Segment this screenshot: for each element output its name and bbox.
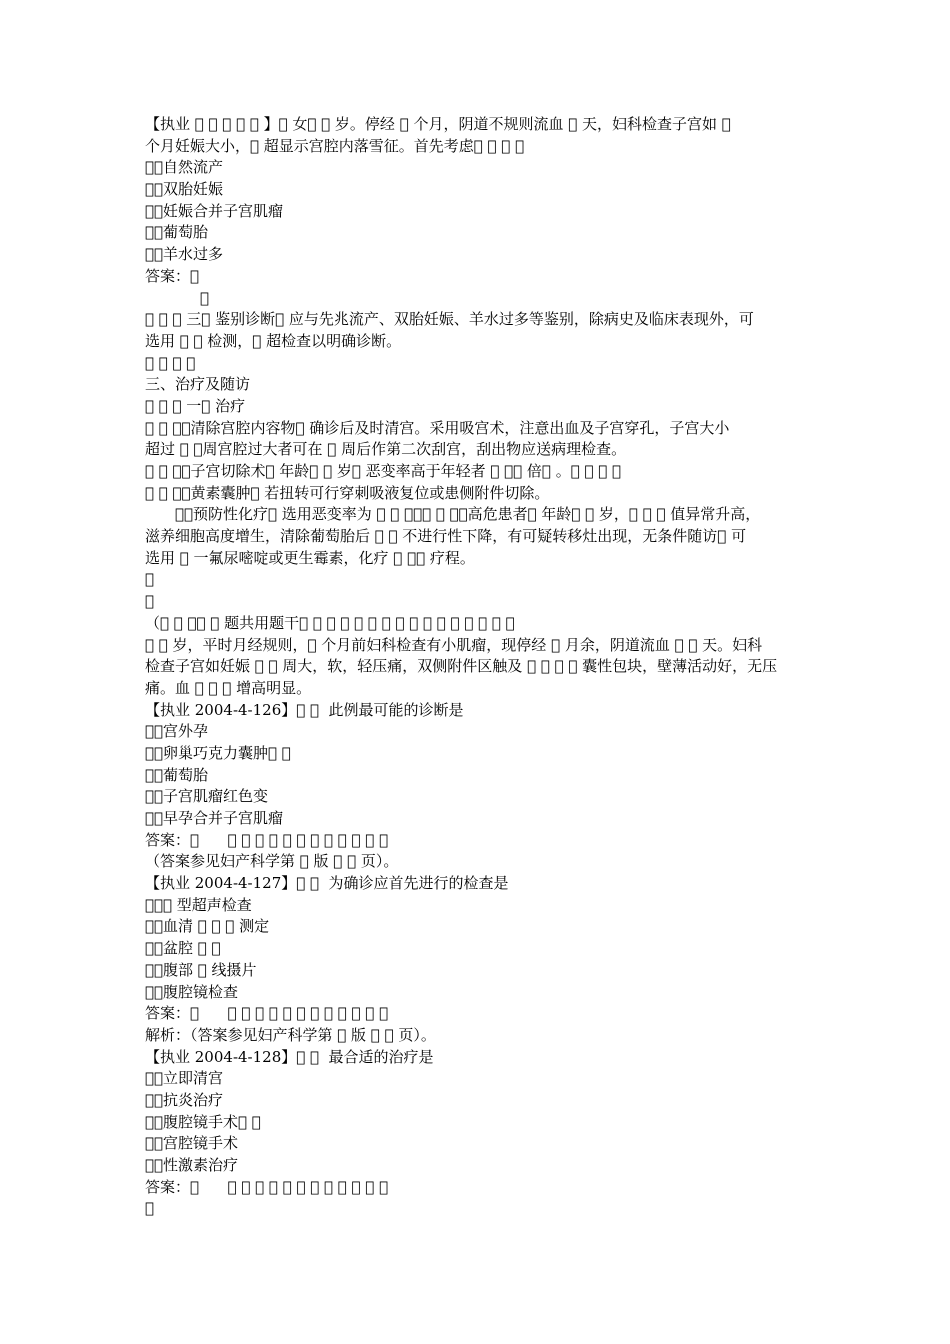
reference-note: （答案参见妇产科学第 􀀁 版 􀀁 􀀁 页）。 (145, 852, 399, 871)
option-b: 􀀁．血清 􀀁 􀀁 􀀁 测定 (145, 917, 270, 936)
placeholder-glyph: 􀀁 (200, 288, 210, 307)
option-e: 􀀁．羊水过多 (145, 245, 224, 264)
case-group-header: （􀀁 􀀁 ～􀀁 􀀁 题共用题干􀀁 􀀁 􀀁 􀀁 􀀁 􀀁 􀀁 􀀁 􀀁 􀀁 􀀁 􀀁 􀀁 􀀁 􀀁 􀀁 (145, 613, 515, 632)
option-c: 􀀁．腹腔镜手术􀀁 􀀁 (145, 1112, 261, 1131)
case-stem-line-2: 检查子宫如妊娠 􀀁 􀀁 周大，软，轻压痛，双侧附件区触及 􀀁 􀀁 􀀁 􀀁 囊性包块，壁薄活动好，无压 (145, 657, 778, 676)
option-c: 􀀁．妊娠合并子宫肌瘤 (145, 201, 284, 220)
treatment-item-1-line-2: 超过 􀀁 􀀁周宫腔过大者可在 􀀁 周后作第二次刮宫，刮出物应送病理检查。 (145, 440, 627, 459)
explanation-line-2: 选用 􀀁 􀀁 检测，􀀁 超检查以明确诊断。 (145, 331, 402, 350)
explanation-line-1: 􀀁 􀀁 􀀁 三􀀁 鉴别诊断􀀁 应与先兆流产、双胎妊娠、羊水过多等鉴别，除病史及临床表现外，可 (145, 310, 754, 329)
option-b: 􀀁．双胎妊娠 (145, 180, 224, 199)
document-page (145, 114, 815, 1220)
treatment-item-1-line-1: 􀀁 􀀁 􀀁．清除宫腔内容物􀀁 确诊后及时清宫。采用吸宫术，注意出血及子宫穿孔，子宫大小 (145, 418, 730, 437)
question-128-stem: 【执业 2004-4-128】􀀁 􀀁 最合适的治疗是 (145, 1047, 434, 1066)
question-126-stem: 【执业 2004-4-126】􀀁 􀀁 此例最可能的诊断是 (145, 700, 464, 719)
placeholder-glyph: 􀀁 (145, 570, 155, 589)
treatment-item-3: 􀀁 􀀁 􀀁．黄素囊肿􀀁 若扭转可行穿刺吸液复位或患侧附件切除。 (145, 483, 550, 502)
option-e: 􀀁．性激素治疗 (145, 1156, 239, 1174)
subsection-heading: 􀀁 􀀁 􀀁 一􀀁 治疗 (145, 396, 246, 415)
case-stem-line-3: 痛。血 􀀁 􀀁 􀀁 增高明显。 (145, 678, 312, 697)
placeholder-glyph: 􀀁 (145, 1199, 155, 1218)
question-127-stem: 【执业 2004-4-127】􀀁 􀀁 为确诊应首先进行的检查是 (145, 874, 509, 893)
option-e: 􀀁．早孕合并子宫肌瘤 (145, 809, 284, 827)
option-d: 􀀁．葡萄胎 (145, 223, 209, 242)
option-c: 􀀁．葡萄胎 (145, 765, 209, 784)
treatment-item-4-line-3: 选用 􀀁 一氟尿嘧啶或更生霉素，化疗 􀀁 ～􀀁 疗程。 (145, 548, 475, 567)
option-b: 􀀁．抗炎治疗 (145, 1090, 224, 1109)
option-d: 􀀁．子宫肌瘤红色变 (145, 787, 269, 806)
treatment-item-4-line-2: 滋养细胞高度增生，清除葡萄胎后 􀀁 􀀁 不进行性下降，有可疑转移灶出现，无条件随访􀀁 可 (145, 527, 747, 546)
option-a: 􀀁．宫外孕 (145, 722, 209, 741)
option-b: 􀀁．卵巢巧克力囊肿􀀁 􀀁 (145, 743, 291, 762)
treatment-item-2: 􀀁 􀀁 􀀁．子宫切除术􀀁 年龄􀀁 􀀁 岁􀀁 恶变率高于年轻者 􀀁 ～􀀁 倍􀀁 。􀀁 􀀁 􀀁 􀀁 (145, 462, 622, 480)
question-stem-line-2: 个月妊娠大小，􀀁 超显示宫腔内落雪征。首先考虑􀀁 􀀁 􀀁 􀀁 (145, 136, 525, 155)
option-a: 􀀁．自然流产 (145, 158, 224, 177)
option-d: 􀀁．宫腔镜手术 (145, 1134, 239, 1153)
placeholder-glyph-row: 􀀁 􀀁 􀀁 􀀁 (145, 353, 196, 372)
option-e: 􀀁．腹腔镜检查 (145, 982, 239, 1001)
option-d: 􀀁．腹部 􀀁 线摄片 (145, 960, 257, 979)
option-a: 􀀁．立即清宫 (145, 1069, 224, 1088)
section-heading: 三、治疗及随访 (145, 375, 251, 394)
answer-line: 答案：􀀁 􀀁 􀀁 􀀁 􀀁 􀀁 􀀁 􀀁 􀀁 􀀁 􀀁 􀀁 􀀁 (145, 1177, 389, 1196)
answer-line: 答案：􀀁 􀀁 􀀁 􀀁 􀀁 􀀁 􀀁 􀀁 􀀁 􀀁 􀀁 􀀁 􀀁 (145, 1004, 389, 1023)
treatment-item-4-line-1: 􀀁．预防性化疗􀀁 选用恶变率为 􀀁 􀀁 ％～􀀁 􀀁 ％，高危患者􀀁 年龄􀀁 􀀁 岁，􀀁 􀀁 􀀁 值异常升高， (175, 505, 761, 524)
case-stem-line-1: 􀀁 􀀁 岁，平时月经规则，􀀁 个月前妇科检查有小肌瘤，现停经 􀀁 月余，阴道流血 􀀁 􀀁 天。妇科 (145, 635, 763, 654)
answer-line: 答案：􀀁 (145, 266, 200, 285)
option-c: 􀀁．盆腔 􀀁 􀀁 (145, 939, 221, 958)
answer-line: 答案：􀀁 􀀁 􀀁 􀀁 􀀁 􀀁 􀀁 􀀁 􀀁 􀀁 􀀁 􀀁 􀀁 (145, 830, 389, 849)
analysis-note: 解析：（答案参见妇产科学第 􀀁 版 􀀁 􀀁 页）。 (145, 1025, 436, 1044)
question-stem-line-1: 【执业 􀀁 􀀁 􀀁 􀀁 􀀁 】􀀁 女􀀁 􀀁 岁。停经 􀀁 个月，阴道不规则流血 􀀁 天，妇科检查子宫如 􀀁 (145, 115, 731, 133)
placeholder-glyph: 􀀁 (145, 592, 155, 611)
option-a: 􀀁．􀀁 型超声检查 (145, 895, 252, 914)
